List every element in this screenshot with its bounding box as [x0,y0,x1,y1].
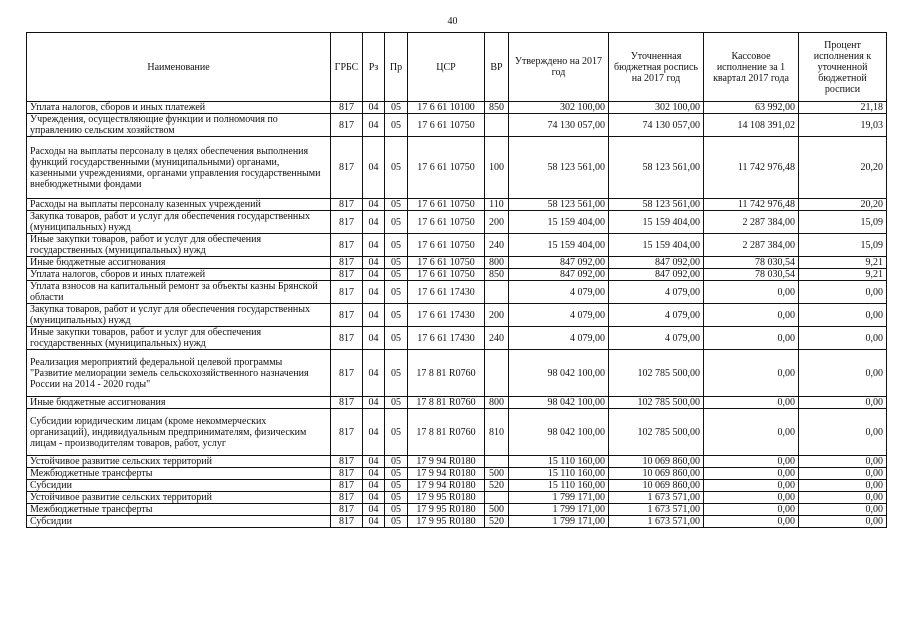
row-pr: 05 [385,102,408,114]
row-cash: 78 030,54 [704,269,799,281]
row-name: Уплата взносов на капитальный ремонт за объекты казны Брянской области [27,281,331,304]
row-rz: 04 [363,350,385,397]
row-vr: 240 [485,327,509,350]
row-approved: 1 799 171,00 [509,516,609,528]
row-rz: 04 [363,327,385,350]
row-refined: 847 092,00 [609,269,704,281]
row-csr: 17 9 95 R0180 [408,516,485,528]
row-pr: 05 [385,456,408,468]
row-rz: 04 [363,234,385,257]
table-row [27,516,887,528]
row-refined: 74 130 057,00 [609,114,704,137]
row-vr: 520 [485,516,509,528]
row-grbs: 817 [331,456,363,468]
table-row [27,137,887,199]
row-grbs: 817 [331,409,363,456]
row-approved: 4 079,00 [509,304,609,327]
row-approved: 15 159 404,00 [509,211,609,234]
header-cash: Кассовое исполнение за 1 квартал 2017 года [704,33,799,102]
row-vr: 500 [485,504,509,516]
row-csr: 17 6 61 17430 [408,304,485,327]
table-row [27,114,887,137]
row-grbs: 817 [331,516,363,528]
row-csr: 17 6 61 10750 [408,234,485,257]
row-cash: 14 108 391,02 [704,114,799,137]
row-percent: 20,20 [799,137,887,199]
row-percent: 21,18 [799,102,887,114]
table-row [27,234,887,257]
table-row [27,269,887,281]
row-approved: 58 123 561,00 [509,199,609,211]
row-refined: 4 079,00 [609,281,704,304]
row-pr: 05 [385,199,408,211]
row-pr: 05 [385,304,408,327]
row-name: Устойчивое развитие сельских территорий [27,456,331,468]
row-pr: 05 [385,281,408,304]
row-percent: 0,00 [799,480,887,492]
row-vr [485,350,509,397]
row-refined: 15 159 404,00 [609,234,704,257]
row-approved: 15 110 160,00 [509,480,609,492]
row-refined: 4 079,00 [609,304,704,327]
row-rz: 04 [363,492,385,504]
row-percent: 20,20 [799,199,887,211]
header-grbs: ГРБС [331,33,363,102]
row-percent: 15,09 [799,211,887,234]
row-cash: 11 742 976,48 [704,199,799,211]
table-row [27,492,887,504]
row-refined: 102 785 500,00 [609,350,704,397]
row-approved: 1 799 171,00 [509,504,609,516]
row-rz: 04 [363,211,385,234]
table-row [27,281,887,304]
row-approved: 4 079,00 [509,281,609,304]
row-rz: 04 [363,199,385,211]
row-percent: 0,00 [799,281,887,304]
row-cash: 0,00 [704,409,799,456]
row-name: Межбюджетные трансферты [27,468,331,480]
row-approved: 58 123 561,00 [509,137,609,199]
row-csr: 17 8 81 R0760 [408,350,485,397]
table-row [27,102,887,114]
row-refined: 102 785 500,00 [609,409,704,456]
row-csr: 17 9 95 R0180 [408,504,485,516]
row-grbs: 817 [331,137,363,199]
row-csr: 17 6 61 10750 [408,114,485,137]
header-name: Наименование [27,33,331,102]
row-vr: 800 [485,257,509,269]
row-rz: 04 [363,456,385,468]
row-name: Субсидии [27,516,331,528]
row-rz: 04 [363,102,385,114]
row-cash: 0,00 [704,350,799,397]
table-row [27,468,887,480]
row-csr: 17 6 61 10750 [408,257,485,269]
row-name: Расходы на выплаты персоналу казенных учреждений [27,199,331,211]
row-vr [485,492,509,504]
row-rz: 04 [363,504,385,516]
row-csr: 17 9 94 R0180 [408,468,485,480]
row-grbs: 817 [331,304,363,327]
row-name: Реализация мероприятий федеральной целевой программы "Развитие мелиорации земель сельскохозяйственного назначения России на 2014 - 2020 годы" [27,350,331,397]
row-name: Иные бюджетные ассигнования [27,257,331,269]
row-grbs: 817 [331,504,363,516]
row-vr: 810 [485,409,509,456]
table-row [27,211,887,234]
row-rz: 04 [363,304,385,327]
row-csr: 17 9 95 R0180 [408,492,485,504]
row-rz: 04 [363,257,385,269]
row-percent: 0,00 [799,504,887,516]
row-name: Субсидии [27,480,331,492]
row-csr: 17 6 61 10100 [408,102,485,114]
row-vr: 520 [485,480,509,492]
row-rz: 04 [363,468,385,480]
row-pr: 05 [385,269,408,281]
row-name: Субсидии юридическим лицам (кроме некоммерческих организаций), индивидуальным предпринимателям, физическим лицам - производителям товаров, работ, услуг [27,409,331,456]
table-row [27,480,887,492]
row-cash: 0,00 [704,456,799,468]
row-name: Закупка товаров, работ и услуг для обеспечения государственных (муниципальных) нужд [27,304,331,327]
header-refined: Уточненная бюджетная роспись на 2017 год [609,33,704,102]
row-approved: 302 100,00 [509,102,609,114]
row-grbs: 817 [331,397,363,409]
row-vr: 100 [485,137,509,199]
table-row [27,327,887,350]
table-row [27,257,887,269]
row-csr: 17 8 81 R0760 [408,409,485,456]
row-grbs: 817 [331,102,363,114]
row-vr: 200 [485,304,509,327]
row-grbs: 817 [331,281,363,304]
row-pr: 05 [385,211,408,234]
row-rz: 04 [363,114,385,137]
row-vr [485,114,509,137]
row-grbs: 817 [331,468,363,480]
page-number: 40 [447,16,458,27]
row-approved: 98 042 100,00 [509,397,609,409]
row-pr: 05 [385,492,408,504]
row-cash: 0,00 [704,468,799,480]
budget-table [26,32,887,528]
row-rz: 04 [363,137,385,199]
row-pr: 05 [385,468,408,480]
row-name: Уплата налогов, сборов и иных платежей [27,269,331,281]
row-refined: 102 785 500,00 [609,397,704,409]
row-refined: 58 123 561,00 [609,199,704,211]
table-row [27,397,887,409]
row-name: Иные закупки товаров, работ и услуг для обеспечения государственных (муниципальных) нужд [27,327,331,350]
row-pr: 05 [385,409,408,456]
row-grbs: 817 [331,234,363,257]
header-row [27,33,887,102]
row-cash: 0,00 [704,516,799,528]
row-rz: 04 [363,480,385,492]
row-vr: 110 [485,199,509,211]
row-percent: 0,00 [799,468,887,480]
row-csr: 17 6 61 10750 [408,137,485,199]
row-percent: 0,00 [799,409,887,456]
table-row [27,199,887,211]
row-cash: 2 287 384,00 [704,211,799,234]
row-grbs: 817 [331,492,363,504]
row-refined: 1 673 571,00 [609,516,704,528]
row-grbs: 817 [331,257,363,269]
row-vr [485,281,509,304]
row-approved: 15 159 404,00 [509,234,609,257]
row-vr: 500 [485,468,509,480]
row-vr: 850 [485,102,509,114]
row-percent: 15,09 [799,234,887,257]
row-cash: 0,00 [704,281,799,304]
row-csr: 17 9 94 R0180 [408,480,485,492]
row-pr: 05 [385,516,408,528]
row-grbs: 817 [331,114,363,137]
row-csr: 17 6 61 10750 [408,211,485,234]
row-cash: 11 742 976,48 [704,137,799,199]
row-rz: 04 [363,516,385,528]
table-row [27,304,887,327]
row-approved: 4 079,00 [509,327,609,350]
row-grbs: 817 [331,269,363,281]
header-pr: Пр [385,33,408,102]
row-vr: 240 [485,234,509,257]
row-approved: 15 110 160,00 [509,456,609,468]
row-rz: 04 [363,409,385,456]
row-refined: 847 092,00 [609,257,704,269]
row-rz: 04 [363,397,385,409]
row-cash: 63 992,00 [704,102,799,114]
row-approved: 847 092,00 [509,257,609,269]
row-csr: 17 6 61 17430 [408,327,485,350]
table-row [27,456,887,468]
header-rz: Рз [363,33,385,102]
table-row [27,504,887,516]
row-refined: 1 673 571,00 [609,504,704,516]
row-percent: 0,00 [799,350,887,397]
row-cash: 0,00 [704,397,799,409]
row-percent: 9,21 [799,257,887,269]
row-csr: 17 6 61 10750 [408,269,485,281]
row-name: Межбюджетные трансферты [27,504,331,516]
row-refined: 10 069 860,00 [609,480,704,492]
header-csr: ЦСР [408,33,485,102]
row-approved: 15 110 160,00 [509,468,609,480]
row-pr: 05 [385,327,408,350]
row-pr: 05 [385,480,408,492]
row-pr: 05 [385,504,408,516]
row-pr: 05 [385,397,408,409]
row-name: Уплата налогов, сборов и иных платежей [27,102,331,114]
row-refined: 1 673 571,00 [609,492,704,504]
row-cash: 0,00 [704,492,799,504]
row-csr: 17 8 81 R0760 [408,397,485,409]
row-grbs: 817 [331,199,363,211]
row-percent: 0,00 [799,492,887,504]
row-percent: 19,03 [799,114,887,137]
row-cash: 0,00 [704,480,799,492]
row-grbs: 817 [331,211,363,234]
row-refined: 302 100,00 [609,102,704,114]
row-vr: 200 [485,211,509,234]
row-pr: 05 [385,350,408,397]
row-approved: 98 042 100,00 [509,350,609,397]
row-approved: 1 799 171,00 [509,492,609,504]
row-grbs: 817 [331,350,363,397]
row-approved: 74 130 057,00 [509,114,609,137]
table-row [27,350,887,397]
row-csr: 17 6 61 17430 [408,281,485,304]
row-refined: 4 079,00 [609,327,704,350]
row-name: Закупка товаров, работ и услуг для обеспечения государственных (муниципальных) нужд [27,211,331,234]
row-name: Устойчивое развитие сельских территорий [27,492,331,504]
row-name: Иные бюджетные ассигнования [27,397,331,409]
row-refined: 15 159 404,00 [609,211,704,234]
row-vr: 800 [485,397,509,409]
row-refined: 58 123 561,00 [609,137,704,199]
row-approved: 847 092,00 [509,269,609,281]
header-vr: ВР [485,33,509,102]
row-pr: 05 [385,114,408,137]
row-name: Иные закупки товаров, работ и услуг для обеспечения государственных (муниципальных) нужд [27,234,331,257]
row-pr: 05 [385,234,408,257]
row-percent: 9,21 [799,269,887,281]
row-vr: 850 [485,269,509,281]
row-percent: 0,00 [799,327,887,350]
row-name: Расходы на выплаты персоналу в целях обеспечения выполнения функций государственными (муниципальными) органами, казенными учреждениями, органами управления государственными внебюджетными фондами [27,137,331,199]
row-refined: 10 069 860,00 [609,456,704,468]
row-pr: 05 [385,257,408,269]
row-pr: 05 [385,137,408,199]
row-name: Учреждения, осуществляющие функции и полномочия по управлению сельским хозяйством [27,114,331,137]
row-percent: 0,00 [799,456,887,468]
row-percent: 0,00 [799,397,887,409]
row-cash: 2 287 384,00 [704,234,799,257]
row-csr: 17 9 94 R0180 [408,456,485,468]
header-percent: Процент исполнения к уточненной бюджетной росписи [799,33,887,102]
header-approved: Утверждено на 2017 год [509,33,609,102]
table-row [27,409,887,456]
row-cash: 0,00 [704,327,799,350]
row-percent: 0,00 [799,304,887,327]
row-grbs: 817 [331,327,363,350]
row-csr: 17 6 61 10750 [408,199,485,211]
row-cash: 0,00 [704,504,799,516]
row-approved: 98 042 100,00 [509,409,609,456]
row-rz: 04 [363,281,385,304]
row-cash: 78 030,54 [704,257,799,269]
row-grbs: 817 [331,480,363,492]
row-refined: 10 069 860,00 [609,468,704,480]
row-cash: 0,00 [704,304,799,327]
row-vr [485,456,509,468]
row-rz: 04 [363,269,385,281]
row-percent: 0,00 [799,516,887,528]
